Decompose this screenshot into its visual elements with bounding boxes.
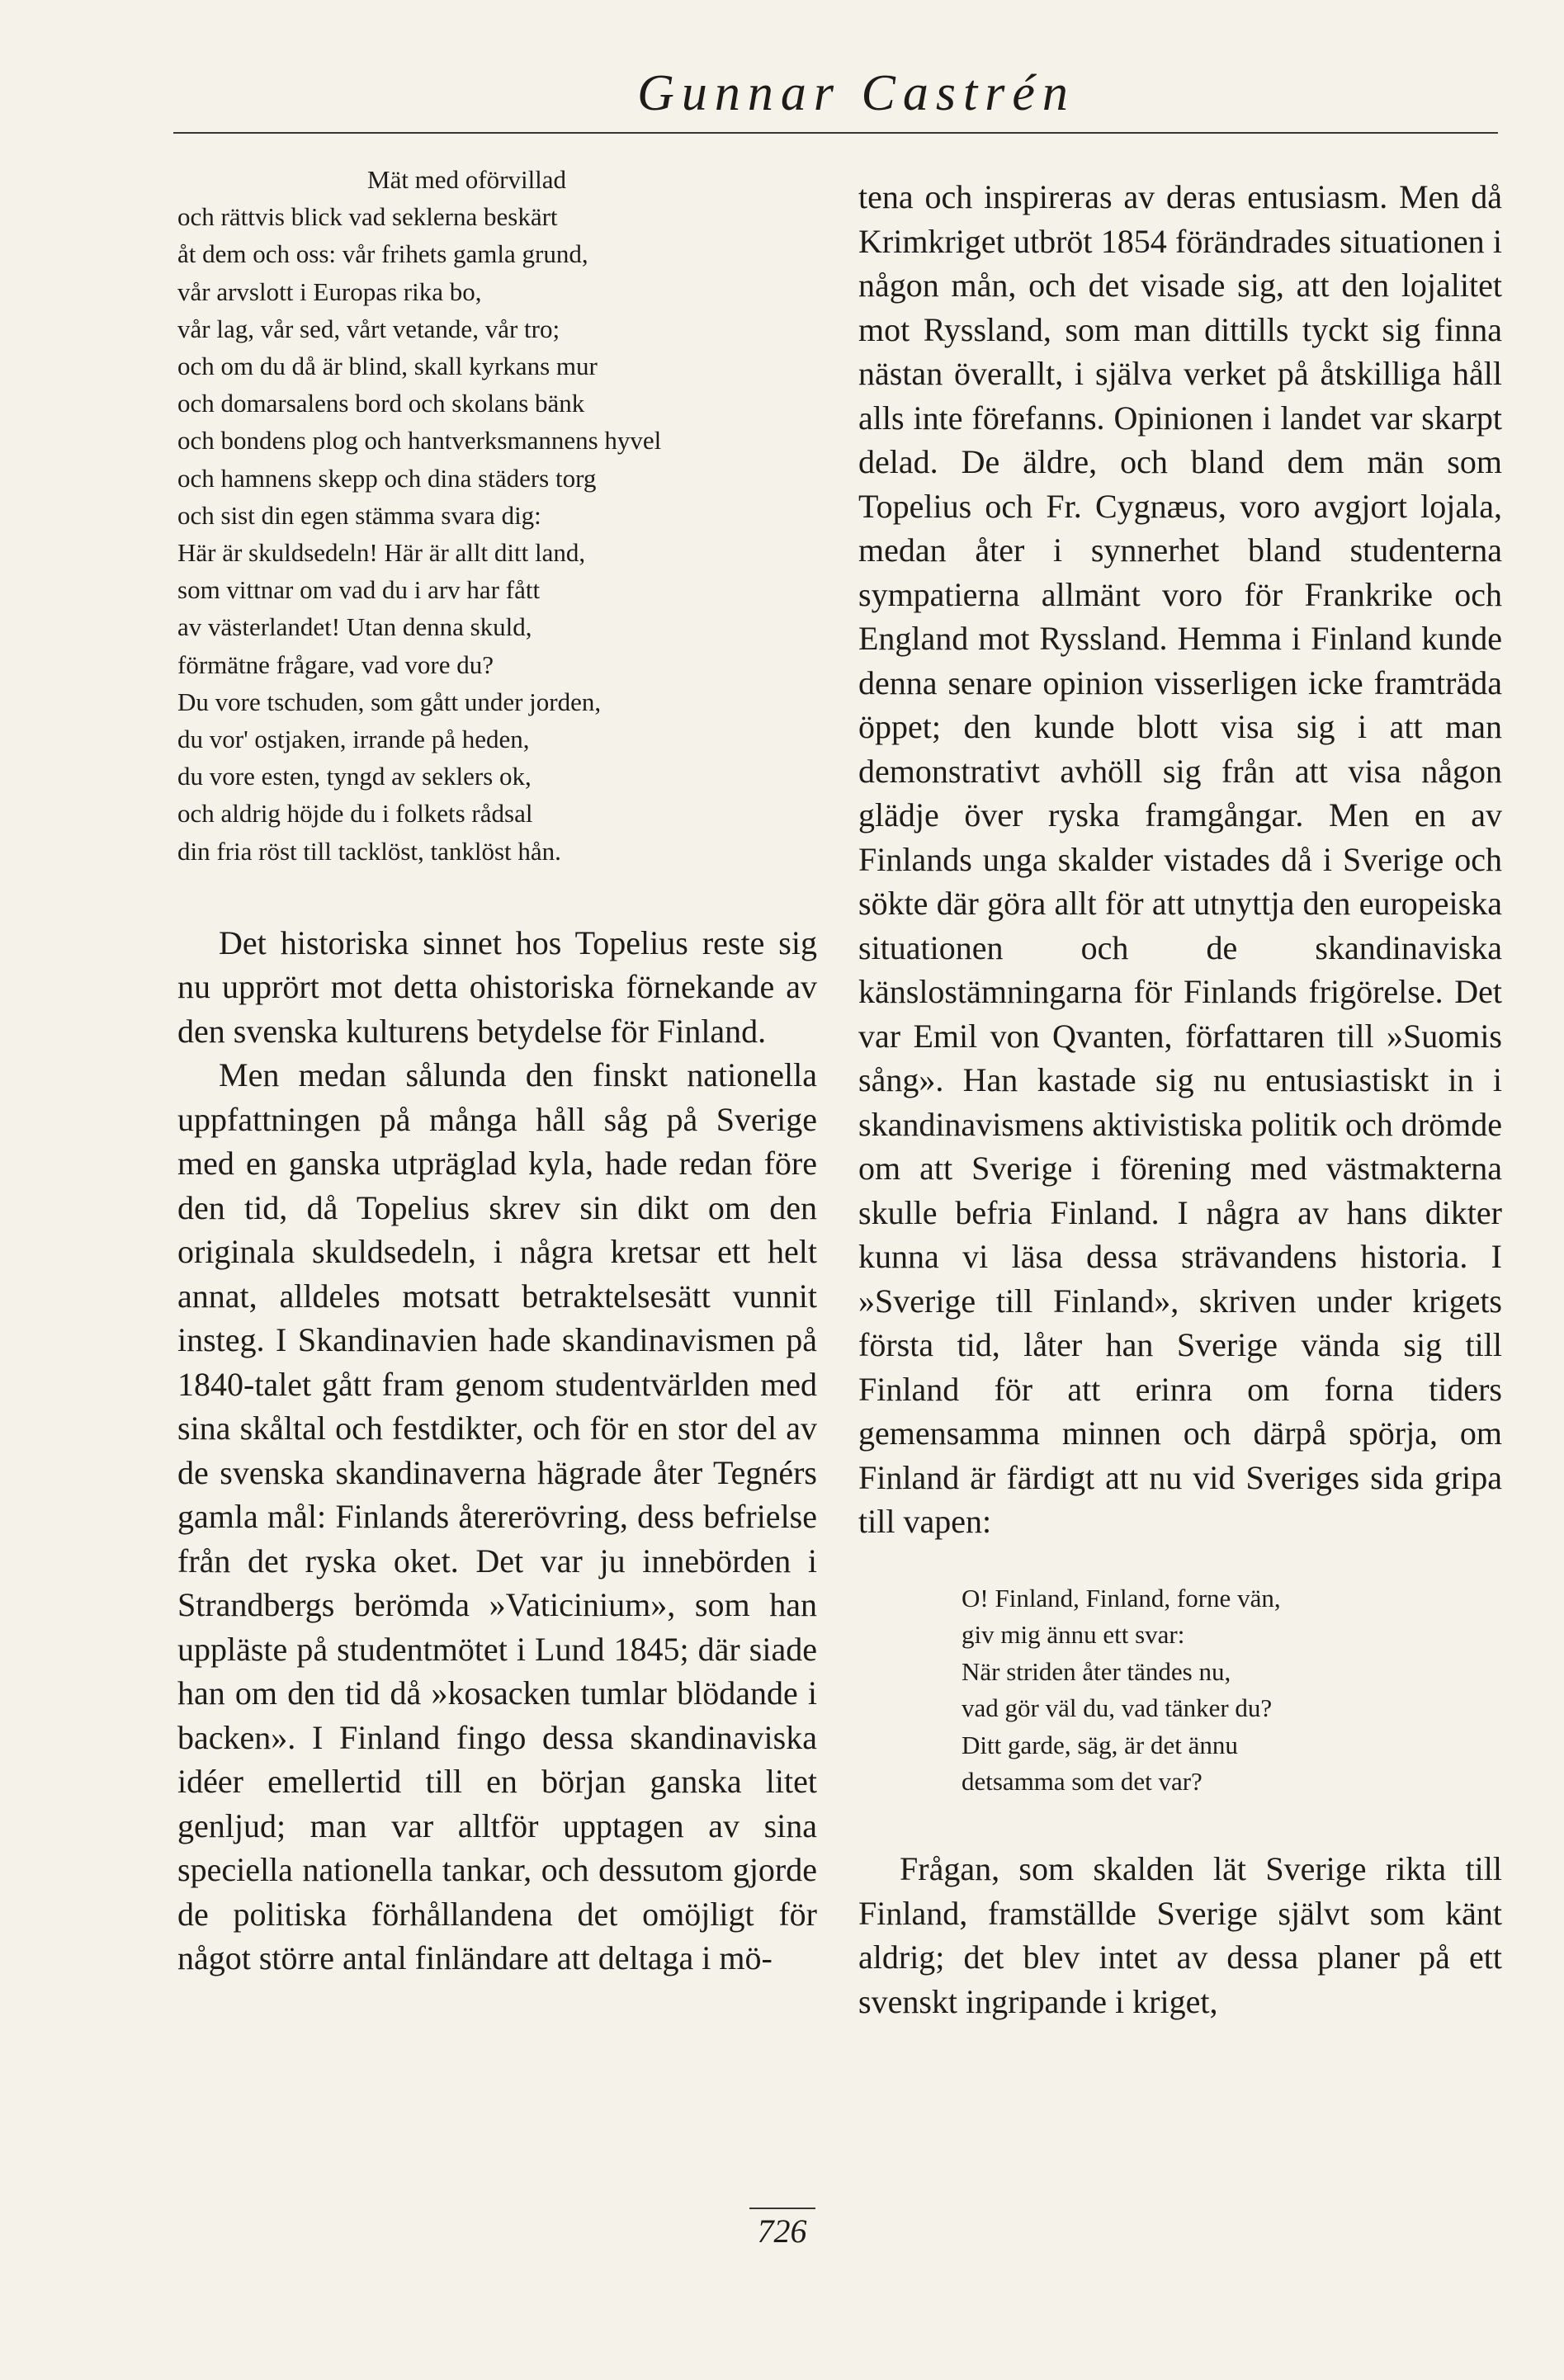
poem-line: och hamnens skepp och dina städers torg <box>177 463 597 493</box>
right-body-text-2 <box>858 1847 1502 2023</box>
page-number <box>0 2212 1564 2250</box>
poem-line: av västerlandet! Utan denna skuld, <box>177 612 532 642</box>
poem-line: vad gör väl du, vad tänker du? <box>962 1693 1273 1723</box>
poem-line: som vittnar om vad du i arv har fått <box>177 575 541 605</box>
poem-line: du vor' ostjaken, irrande på heden, <box>177 725 530 754</box>
poem-line: och rättvis blick vad seklerna beskärt <box>177 202 558 232</box>
poem-line: åt dem och oss: vår frihets gamla grund, <box>177 239 588 269</box>
poem-line: och aldrig höjde du i folkets rådsal <box>177 799 533 829</box>
poem-line: detsamma som det var? <box>962 1767 1203 1797</box>
poem-line: och sist din egen stämma svara dig: <box>177 500 541 530</box>
poem-line: och bondens plog och hantverksmannens hyvel <box>177 426 662 456</box>
poem-line: din fria röst till tacklöst, tanklöst hån. <box>177 836 561 866</box>
poem-line: du vore esten, tyngd av seklers ok, <box>177 762 532 791</box>
right-body-text <box>858 175 1502 1544</box>
poem-line: förmätne frågare, vad vore du? <box>177 649 494 679</box>
poem-line: O! Finland, Finland, forne vän, <box>962 1583 1281 1613</box>
poem-line: När striden åter tändes nu, <box>962 1656 1231 1686</box>
poem-line: vår lag, vår sed, vårt vetande, vår tro; <box>177 314 560 343</box>
paragraph: Men medan sålunda den finskt nationella uppfattningen på många håll såg på Sverige med en ganska utpräglad kyla, hade redan före den tid, då Topelius skrev sin dikt om den originala skuldsedeln, i några kretsar ett helt annat, alldeles motsatt betraktelsesätt vunnit insteg. I Skandinavien hade skandinavismen på 1840-talet gått fram genom studentvärlden med sina skåltal och festdikter, och för en stor del av de svenska skandinaverna hägrade åter Tegnérs gamla mål: Finlands återerövring, dess befrielse från det ryska oket. Det var ju innebörden i Strandbergs berömda »Vaticinium», som han uppläste på studentmötet i Lund 1845; där siade han om den tid då »kosacken tumlar blödande i backen». I Finland fingo dessa skandinaviska idéer emellertid till en början ganska litet genljud; man var alltför upptagen av sina speciella nationella tankar, och dessutom gjorde de politiska förhållandena det omöjligt för något större antal finländare att deltaga i mö- <box>177 1056 817 1977</box>
poem-line: Här är skuldsedeln! Här är allt ditt land, <box>177 538 586 568</box>
paragraph: Frågan, som skalden lät Sverige rikta till Finland, framställde Sverige självt som känt aldrig; det blev intet av dessa planer på ett svenskt ingripande i kriget, <box>858 1850 1502 2020</box>
poem-line: giv mig ännu ett svar: <box>962 1620 1185 1650</box>
poem-line: Mät med oförvillad <box>367 165 567 194</box>
left-column <box>177 161 817 1981</box>
paragraph: Det historiska sinnet hos Topelius reste sig nu upprört mot detta ohistoriska förnekande av den svenska kulturens betydelse för Finland. <box>177 923 817 1050</box>
poem-line: Du vore tschuden, som gått under jorden, <box>177 687 602 716</box>
poem-line: Ditt garde, säg, är det ännu <box>962 1730 1238 1759</box>
running-title: Gunnar Castrén <box>637 65 1075 121</box>
poem-quote-topelius <box>177 161 817 870</box>
paragraph: tena och inspireras av deras entusiasm. Men då Krimkriget utbröt 1854 förändrades situationen i någon mån, och det visade sig, att den lojalitet mot Ryssland, som man dittills tyckt sig finna nästan överallt, i själva verket på åtskilliga håll alls inte förefanns. Opinionen i landet var skarpt delad. De äldre, och bland dem män som Topelius och Fr. Cygnæus, voro avgjort lojala, medan åter i synnerhet bland studenterna sympatierna allmänt voro för Frankrike och England mot Ryssland. Hemma i Finland kunde denna senare opinion visserligen icke framträda öppet; den kunde blott visa sig i att man demonstrativt avhöll sig från att visa någon glädje över ryska framgångar. Men en av Finlands unga skalder vistades då i Sverige och sökte där göra allt för att utnyttja den europeiska situationen och de skandinaviska känslostämningarna för Finlands frigörelse. Det var Emil von Qvanten, författaren till »Suomis sång». Han kastade sig nu entusiastiskt in i skandinavismens aktivistiska politik och drömde om att Sverige i förening med västmakterna skulle befria Finland. I några av hans dikter kunna vi läsa dessa strävandens historia. I »Sverige till Finland», skriven under krigets första tid, låter han Sverige vända sig till Finland för att erinra om forna tiders gemensamma minnen och därpå spörja, om Finland är färdigt att nu vid Sveriges sida gripa till vapen: <box>858 178 1502 1540</box>
poem-line: och om du då är blind, skall kyrkans mur <box>177 352 598 381</box>
right-column <box>858 175 1502 2023</box>
poem-line: och domarsalens bord och skolans bänk <box>177 389 585 418</box>
header-rule <box>173 132 1498 134</box>
left-body-text <box>177 921 817 1981</box>
poem-quote-qvanten <box>962 1580 1502 1802</box>
poem-line: vår arvslott i Europas rika bo, <box>177 276 482 306</box>
page-number-text: 726 <box>749 2208 815 2250</box>
